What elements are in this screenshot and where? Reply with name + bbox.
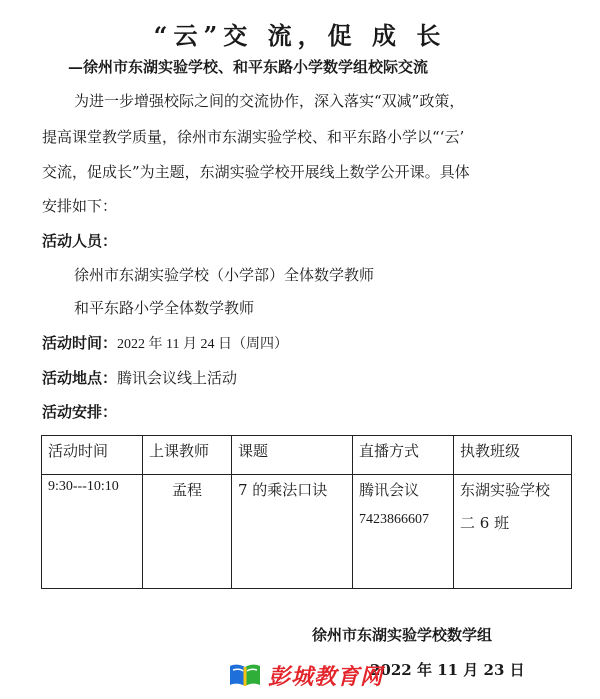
cell-broadcast xyxy=(353,475,454,589)
broadcast-platform: 腾讯会议 xyxy=(359,481,420,499)
table-row xyxy=(42,475,572,589)
meeting-id: 7423866607 xyxy=(359,512,429,527)
table-header-row xyxy=(42,436,572,475)
cell-teacher: 孟程 xyxy=(143,475,232,589)
page-subtitle: —徐州市东湖实验学校、和平东路小学数学组校际交流 xyxy=(68,58,429,76)
col-header-teacher: 上课教师 xyxy=(143,436,232,475)
watermark-logo xyxy=(228,660,383,690)
participants-label: 活动人员： xyxy=(42,232,118,250)
cell-time: 9:30---10:10 xyxy=(42,475,143,589)
col-header-broadcast: 直播方式 xyxy=(353,436,454,475)
col-header-time: 活动时间 xyxy=(42,436,143,475)
intro-line-4: 安排如下： xyxy=(42,197,118,215)
arrangement-label: 活动安排： xyxy=(42,403,118,421)
intro-line-3: 交流，促成长”为主题，东湖实验学校开展线上数学公开课。具体 xyxy=(42,163,470,181)
time-value: 2022 年 11 月 24 日（周四） xyxy=(117,337,288,352)
col-header-topic: 课题 xyxy=(232,436,353,475)
col-header-class: 执教班级 xyxy=(454,436,572,475)
place-value: 腾讯会议线上活动 xyxy=(117,369,238,387)
participant-item: 徐州市东湖实验学校（小学部）全体数学教师 xyxy=(74,266,375,284)
time-row xyxy=(42,332,288,353)
intro-line-2: 提高课堂教学质量，徐州市东湖实验学校、和平东路小学以“‘云’ xyxy=(42,128,465,146)
participant-item: 和平东路小学全体数学教师 xyxy=(74,299,255,317)
place-label: 活动地点： xyxy=(42,369,118,387)
book-icon xyxy=(228,661,262,689)
footer-date: 2022 年 11 月 23 日 xyxy=(370,661,525,679)
time-label: 活动时间： xyxy=(42,334,118,352)
intro-line-1: 为进一步增强校际之间的交流协作，深入落实“双减”政策， xyxy=(74,92,465,110)
class-school: 东湖实验学校 xyxy=(460,481,551,499)
footer-org: 徐州市东湖实验学校数学组 xyxy=(312,626,493,644)
page-title: “云”交 流，促 成 长 xyxy=(153,21,447,50)
watermark-text: 彭城教育网 xyxy=(268,664,384,690)
cell-topic: 7 的乘法口诀 xyxy=(232,475,353,589)
cell-class xyxy=(454,475,572,589)
place-row xyxy=(42,367,237,388)
class-grade: 二 6 班 xyxy=(460,514,510,532)
schedule-table xyxy=(41,435,572,589)
